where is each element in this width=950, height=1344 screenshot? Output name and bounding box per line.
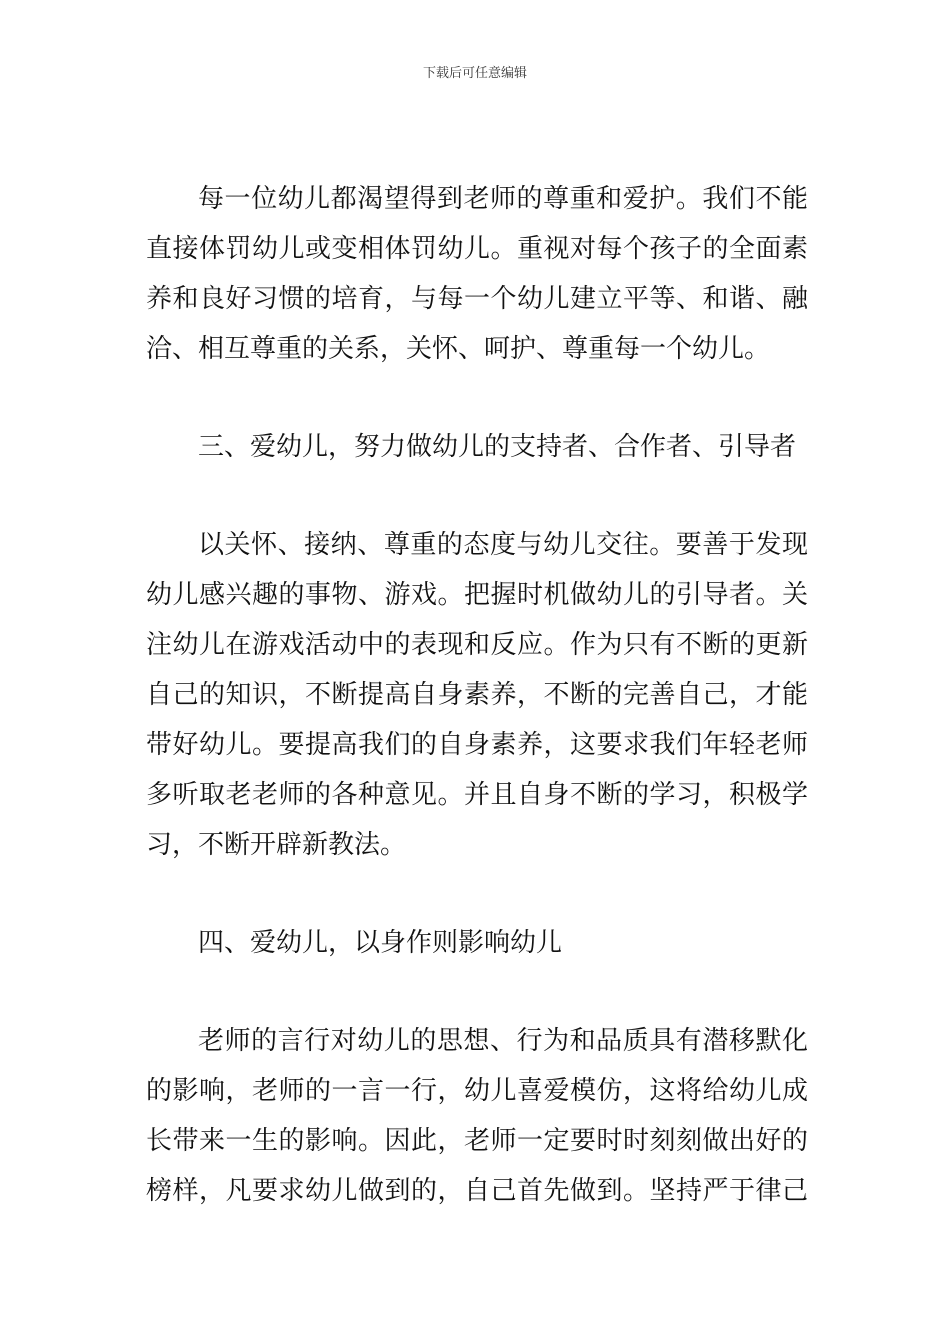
paragraph-gap (146, 374, 808, 422)
paragraph-gap (146, 870, 808, 918)
paragraph-line: 的影响，老师的一言一行，幼儿喜爱模仿，这将给幼儿成 (146, 1076, 808, 1106)
paragraph-line: 幼儿感兴趣的事物、游戏。把握时机做幼儿的引导者。关 (146, 580, 808, 610)
paragraph-line: 洽、相互尊重的关系，关怀、呵护、尊重每一个幼儿。 (146, 334, 771, 364)
paragraph-respect (146, 174, 808, 374)
paragraph-line: 习，不断开辟新教法。 (146, 830, 407, 860)
section-heading-three (146, 422, 808, 472)
section-heading: 四、爱幼儿，以身作则影响幼儿 (198, 928, 563, 958)
paragraph-line: 养和良好习惯的培育，与每一个幼儿建立平等、和谐、融 (146, 284, 808, 314)
section-heading-four (146, 918, 808, 968)
section-heading: 三、爱幼儿，努力做幼儿的支持者、合作者、引导者 (198, 432, 797, 462)
paragraph-role-model (146, 1016, 808, 1216)
paragraph-line: 长带来一生的影响。因此，老师一定要时时刻刻做出好的 (146, 1126, 808, 1156)
paragraph-line: 直接体罚幼儿或变相体罚幼儿。重视对每个孩子的全面素 (146, 234, 808, 264)
paragraph-gap (146, 968, 808, 1016)
paragraph-line: 老师的言行对幼儿的思想、行为和品质具有潜移默化 (198, 1026, 808, 1056)
paragraph-supporter (146, 520, 808, 870)
paragraph-line: 榜样，凡要求幼儿做到的，自己首先做到。坚持严于律己 (146, 1176, 808, 1206)
page-header: 下载后可任意编辑 (422, 66, 527, 81)
document-body (146, 174, 808, 1216)
paragraph-line: 每一位幼儿都渴望得到老师的尊重和爱护。我们不能 (198, 184, 808, 214)
paragraph-line: 多听取老老师的各种意见。并且自身不断的学习，积极学 (146, 780, 808, 810)
paragraph-line: 以关怀、接纳、尊重的态度与幼儿交往。要善于发现 (198, 530, 808, 560)
paragraph-line: 自己的知识，不断提高自身素养，不断的完善自己，才能 (146, 680, 808, 710)
paragraph-line: 带好幼儿。要提高我们的自身素养，这要求我们年轻老师 (146, 730, 808, 760)
paragraph-line: 注幼儿在游戏活动中的表现和反应。作为只有不断的更新 (146, 630, 808, 660)
paragraph-gap (146, 472, 808, 520)
